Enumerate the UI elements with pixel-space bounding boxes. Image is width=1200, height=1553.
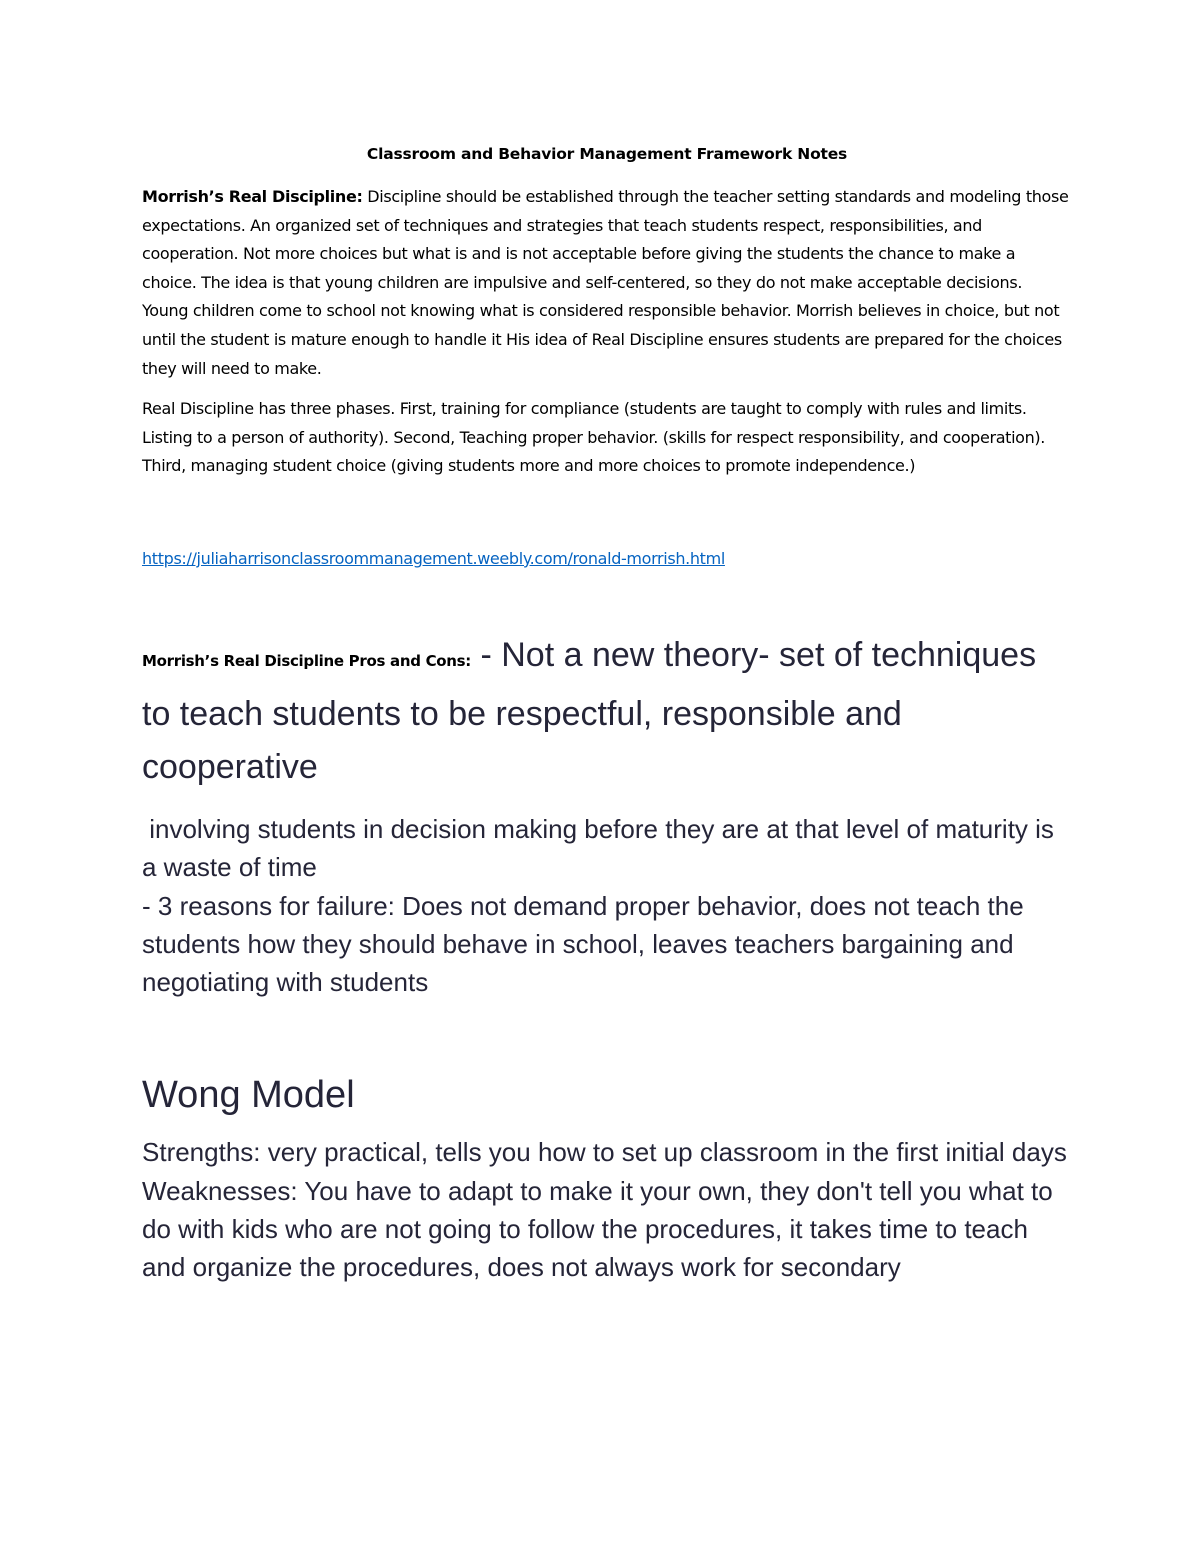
pros-cons-maturity-line xyxy=(142,810,1072,887)
wong-strengths: Strengths: very practical, tells you how to set up classroom in the first initial days xyxy=(142,1137,1067,1168)
pros-cons-maturity-text: involving students in decision making before they are at that level of maturity is a waste of time xyxy=(142,813,1062,883)
wong-weaknesses: Weaknesses: You have to adapt to make it your own, they don't tell you what to do with kids who are not going to follow the procedures, it takes time to teach and organize the procedures, does not always work for secondary xyxy=(142,1175,1053,1283)
morrish-reference-link[interactable]: https://juliaharrisonclassroommanagement.weebly.com/ronald-morrish.html xyxy=(142,548,725,568)
morrish-paragraph-1 xyxy=(142,183,1072,383)
morrish-paragraph-1-text: Discipline should be established through the teacher setting standards and modeling those expectations. An organized set of techniques and strategies that teach students respect, responsibilities, and cooperation. Not more choices but what is and is not acceptable before giving the students the chance to make a choice. The idea is that young children are impulsive and self-centered, so they do not make acceptable decisions. Young children come to school not knowing what is considered responsible behavior. Morrish believes in choice, but not until the student is mature enough to handle it His idea of Real Discipline ensures students are prepared for the choices they will need to make. xyxy=(142,187,1069,378)
document-title: Classroom and Behavior Management Framework Notes xyxy=(366,145,848,163)
wong-model-heading: Wong Model xyxy=(142,1074,355,1117)
pros-cons-first-paragraph xyxy=(142,629,1072,794)
morrish-label: Morrish’s Real Discipline: xyxy=(142,187,363,206)
document-content xyxy=(142,140,1072,1287)
pros-cons-first-text: - Not a new theory- set of techniques to teach students to be respectful, responsible and cooperative xyxy=(142,635,1037,786)
pros-cons-failure-line: - 3 reasons for failure: Does not demand proper behavior, does not teach the students how they should behave in school, leaves teachers bargaining and negotiating with students xyxy=(142,890,1024,998)
pros-cons-section xyxy=(142,629,1072,1001)
morrish-paragraph-2: Real Discipline has three phases. First, training for compliance (students are taught to comply with rules and limits. Listing to a person of authority). Second, Teaching proper behavior. (skills for respect responsibility, and cooperation). Third, managing student choice (giving students more and more choices to promote independence.) xyxy=(142,399,1046,476)
pros-cons-label: Morrish’s Real Discipline Pros and Cons: xyxy=(142,651,472,670)
